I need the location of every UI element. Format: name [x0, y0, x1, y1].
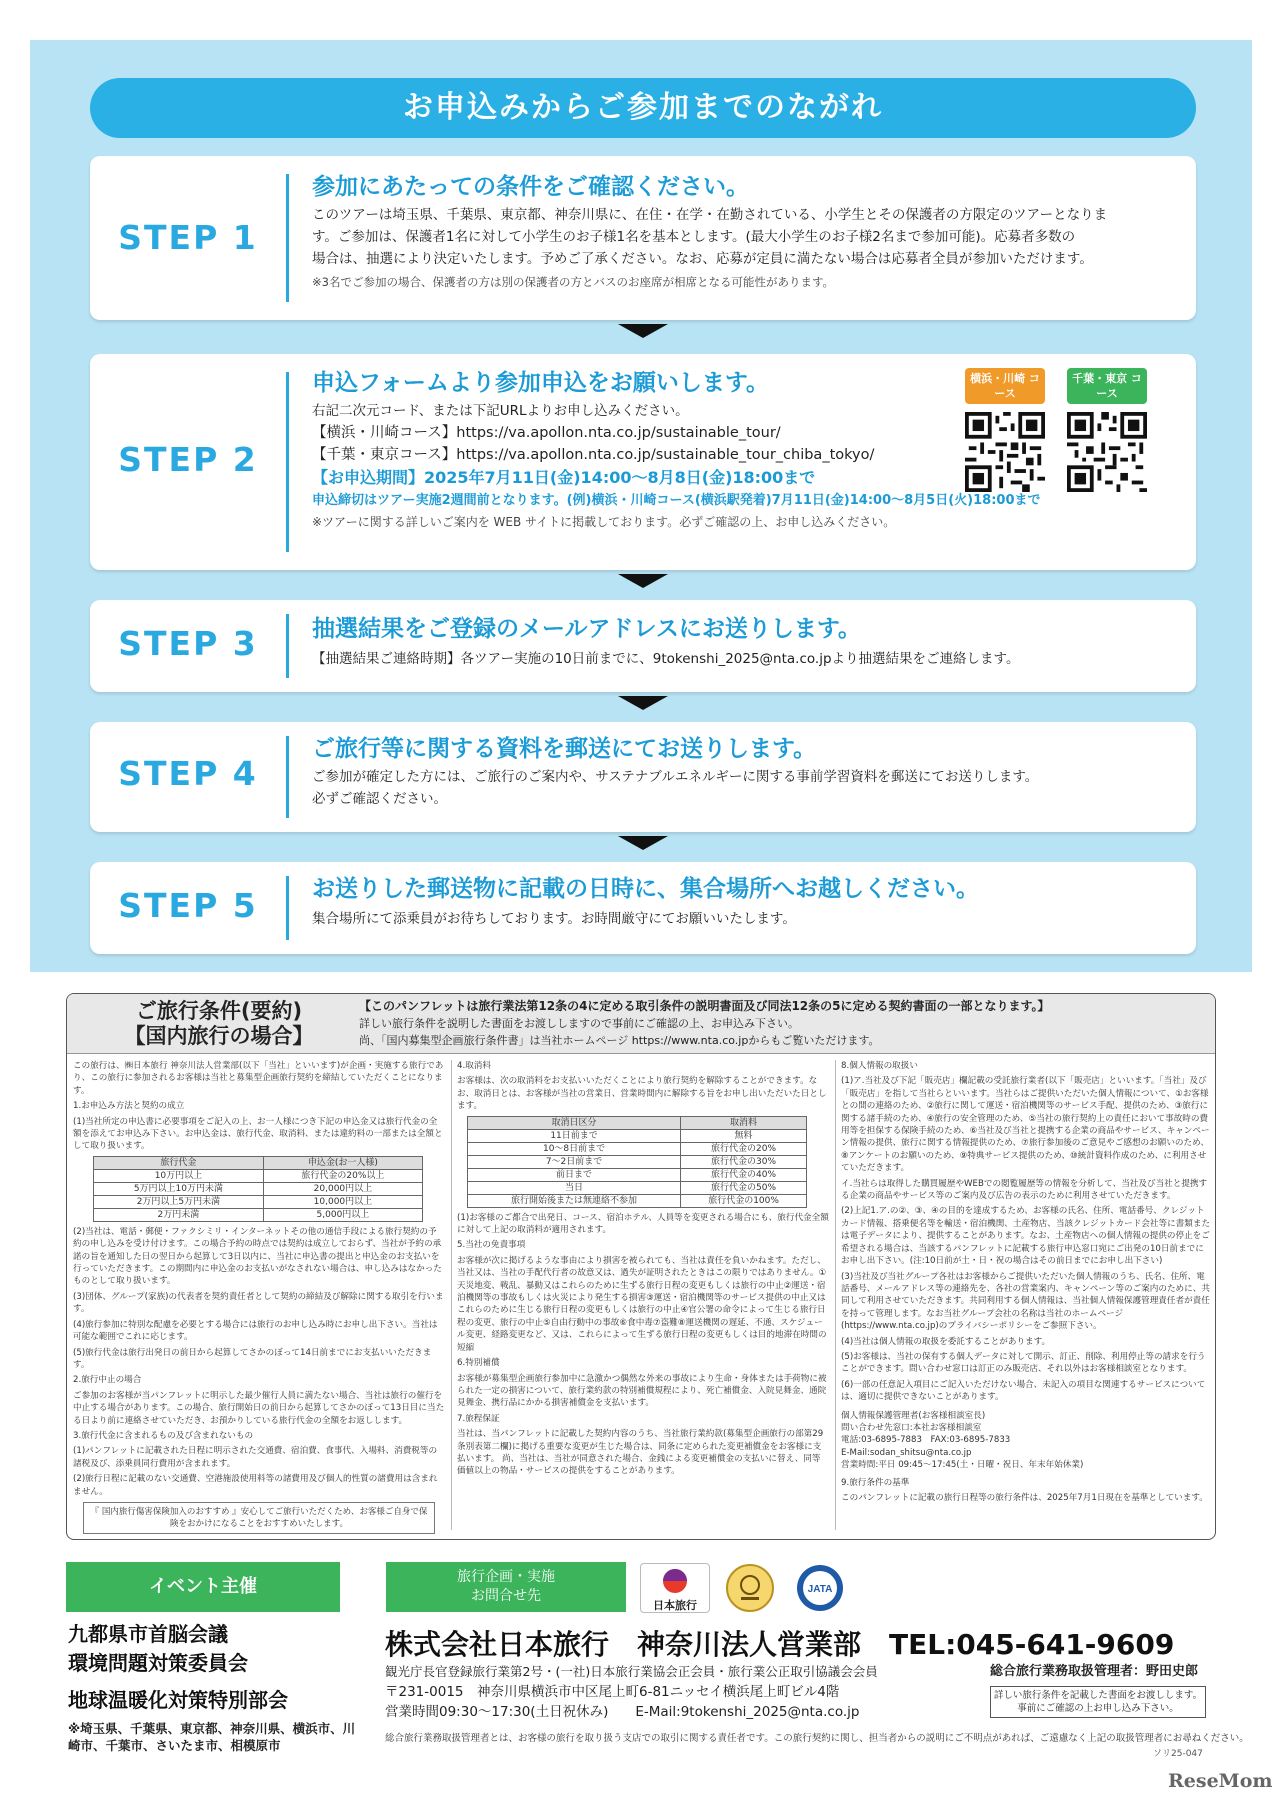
flow-arrow: [618, 696, 668, 710]
table-header: 旅行代金: [94, 1156, 264, 1169]
table-row: [468, 1155, 807, 1168]
table-cell: 旅行開始後または無連絡不参加: [468, 1194, 681, 1207]
organizer-line: 環境問題対策委員会: [68, 1651, 248, 1675]
step-2-card: [90, 354, 1196, 570]
step-2-period: 【お申込期間】2025年7月11日(金)14:00～8月8日(金)18:00まで: [312, 468, 816, 487]
conditions-paragraph: (6)一部の任意記入項目にご記入いただけない場合、未記入の項目な関連するサービスについては、適切に提供できないことがあります。: [841, 1379, 1206, 1403]
table-cell: 無料: [681, 1129, 807, 1142]
qr-code-icon: [1067, 412, 1147, 492]
step-1-card: [90, 156, 1196, 320]
conditions-intro-line: 尚、「国内募集型企画旅行条件書」は当社ホームページ https://www.nta.co.jpからもご覧いただけます。: [359, 1034, 880, 1047]
conditions-paragraph: (1)お客様のご都合で出発日、コース、宿泊ホテル、人員等を変更される場合にも、旅行代金全額に対して上記の取消料が適用されます。: [457, 1212, 829, 1236]
step-3-card: [90, 600, 1196, 692]
table-cell: 10〜8日前まで: [468, 1142, 681, 1155]
company-info-line: 観光庁長官登録旅行業第2号・(一社)日本旅行業協会正会員・旅行業公正取引協議会会員: [385, 1664, 878, 1679]
step-5-heading: お送りした郵送物に記載の日時に、集合場所へお越しください。: [312, 876, 979, 902]
jata-text: JATA: [807, 1584, 833, 1595]
qr-badge: 横浜・川崎 コース: [965, 368, 1045, 404]
table-cell: 当日: [468, 1181, 681, 1194]
qr-badge: 千葉・東京 コース: [1067, 368, 1147, 404]
step-2-line: 右記二次元コード、または下記URLよりお申し込みください。: [312, 403, 689, 419]
conditions-title: [79, 999, 359, 1049]
conditions-paragraph: 個人情報保護管理者(お客様相談室長): [841, 1410, 986, 1421]
conditions-paragraph: 2.旅行中止の場合: [73, 1375, 142, 1386]
table-cell: 旅行代金の50%: [681, 1181, 807, 1194]
conditions-paragraph: イ.当社らは取得した購買履歴やWEBでの閲覧履歴等の情報を分析して、当社及び当社と提携する企業の商品やサービス等のご案内及び広告の表示のために利用させていただきます。: [841, 1178, 1208, 1202]
step-4-line: 必ずご確認ください。: [312, 791, 447, 807]
step-3-heading: 抽選結果をご登録のメールアドレスにお送りします。: [312, 616, 862, 642]
qr-chiba[interactable]: [1062, 368, 1152, 492]
step-2-url-line[interactable]: 【横浜・川崎コース】https://va.apollon.nta.co.jp/sustainable_tour/: [312, 425, 781, 441]
step-5-label: STEP 5: [118, 886, 258, 925]
contact-email[interactable]: E-Mail:sodan_shitsu@nta.co.jp: [841, 1447, 972, 1458]
nta-logo-icon: [650, 1567, 700, 1595]
table-header: 申込金(お一人様): [263, 1156, 422, 1169]
conditions-column-2: [457, 1060, 829, 1481]
step-3-label: STEP 3: [118, 624, 258, 663]
conditions-paragraph: このパンフレットに記載の旅行日程等の旅行条件は、2025年7月1日現在を基準としています。: [841, 1493, 1208, 1503]
conditions-paragraph: 問い合わせ先窓口:本社お客様相談室: [841, 1422, 982, 1433]
conditions-column-1: [73, 1060, 445, 1534]
step-4-label: STEP 4: [118, 754, 258, 793]
travel-conditions: [66, 993, 1216, 1540]
table-cell: 7〜2日前まで: [468, 1155, 681, 1168]
step-divider: [286, 372, 289, 552]
step-1-line: このツアーは埼玉県、千葉県、東京都、神奈川県に、在住・在学・在勤されている、小学生とその保護者の方限定のツアーとなりま: [312, 207, 1108, 223]
conditions-paragraph: この旅行は、㈱日本旅行 神奈川法人営業部(以下「当社」といいます)が企画・実施する旅行であり、この旅行に参加されるお客様は当社と募集型企画旅行契約を締結していただくことになります。: [73, 1061, 444, 1096]
conditions-paragraph: (1)パンフレットに記載された日程に明示された交通費、宿泊費、食事代、入場料、消費税等の諸税及び、添乗員同行費用が含まれます。: [73, 1446, 438, 1469]
table-header: 取消日区分: [468, 1116, 681, 1129]
table-header: 取消料: [681, 1116, 807, 1129]
conditions-column-3: [841, 1060, 1211, 1507]
step-4-line: ご参加が確定した方には、ご旅行のご案内や、サステナブルエネルギーに関する事前学習資料を郵送にてお送りします。: [312, 769, 1039, 785]
table-row: [94, 1195, 423, 1208]
conditions-paragraph: (2)当社は、電話・郵便・ファクシミリ・インターネットその他の通信手段による旅行契約の予約の申し込みを受け付けます。この場合予約の時点では契約は成立しておらず、当社が予約の承諾の旨を通知した日の翌日から起算して3日以内に、当社に申込書の提出と申込金のお支払いを行っていただきます。この期間内に申込金のお支払いがなされない場合は、申し込みはなかったものとして取り扱います。: [73, 1226, 442, 1287]
planning-contact-tag: 旅行企画・実施 お問合せ先: [386, 1562, 626, 1612]
conditions-title-line: 【国内旅行の場合】: [124, 1024, 314, 1048]
table-cell: 10,000円以上: [263, 1195, 422, 1208]
flow-arrow: [618, 836, 668, 850]
step-1-label: STEP 1: [118, 218, 258, 257]
step-2-label: STEP 2: [118, 440, 258, 479]
step-1-note: ※3名でご参加の場合、保護者の方は別の保護者の方とバスのお座席が相席となる可能性があります。: [312, 275, 835, 289]
column-divider: [835, 1060, 836, 1530]
conditions-paragraph: お客様は、次の取消料をお支払いいただくことにより旅行契約を解除することができます。なお、取消日とは、お客様が当社の営業日、営業時間内に解除する旨をお申し出いただいた日とします。: [457, 1076, 827, 1112]
company-contact: 株式会社日本旅行 神奈川法人営業部 TEL:045-641-9609: [385, 1628, 1175, 1661]
step-4-card: [90, 722, 1196, 832]
table-cell: 5,000円以上: [263, 1208, 422, 1221]
insurance-recommendation: 『 国内旅行傷害保険加入のおすすめ 』安心してご旅行いただくため、お客様ご自身で保険をおかけになることをおすすめいたします。: [83, 1502, 435, 1534]
table-row: [468, 1129, 807, 1142]
document-code: ソリ25-047: [1153, 1749, 1203, 1759]
conditions-paragraph: (1)ア.当社及び下記「販売店」欄記載の受託旅行業者(以下「販売店」といいます。「当社」及び「販売店」を指して当社らといいます。当社らはご提供いただいた個人情報について、①お客様との間の連絡のため、②旅行に関して運送・宿泊機関等のサービス手配、提供のため、③旅行に関する諸手続のため、④旅行の安全管理のため、⑤当社の旅行契約上の責任において事故時の費用等を担保する保険手続のため、⑥当社及び当社と提携する企業の商品やサービス、キャンペーン情報の提供、旅行に関する情報提供のため、⑦旅行参加後のご意見やご感想のお願いのため、⑧アンケートのお願いのため、⑨特典サービス提供のため、⑩統計資料作成のため、に利用させていただきます。: [841, 1076, 1210, 1174]
organizer-note: ※埼玉県、千葉県、東京都、神奈川県、横浜市、川崎市、千葉市、さいたま市、相模原市: [68, 1721, 356, 1753]
step-divider: [286, 736, 289, 818]
table-cell: 5万円以上10万円未満: [94, 1182, 264, 1195]
flow-arrow: [618, 574, 668, 588]
step-2-note: ※ツアーに関する詳しいご案内を WEB サイトに掲載しております。必ずご確認の上、お申し込みください。: [312, 515, 896, 529]
conditions-notice-box: 詳しい旅行条件を記載した書面をお渡しします。事前にご確認の上お申し込み下さい。: [990, 1686, 1206, 1718]
conditions-paragraph: 3.旅行代金に含まれるもの及び含まれないもの: [73, 1430, 254, 1441]
table-row: [468, 1194, 807, 1207]
table-cell: 旅行代金の100%: [681, 1194, 807, 1207]
conditions-paragraph: 営業時間:平日 09:45〜17:45(土・日曜・祝日、年末年始休業): [841, 1460, 1084, 1471]
step-divider: [286, 876, 289, 940]
step-2-deadline: 申込締切はツアー実施2週間前となります。(例)横浜・川崎コース(横浜駅発着)7月11日(金)14:00～8月5日(火)18:00まで: [312, 493, 1041, 508]
conditions-intro-lead: 【このパンフレットは旅行業法第12条の4に定める取引条件の説明書面及び同法12条の5に定める契約書面の一部となります。】: [359, 999, 1050, 1013]
jata-icon: [795, 1563, 845, 1613]
conditions-paragraph: ご参加のお客様が当パンフレットに明示した最少催行人員に満たない場合、当社は旅行の催行を中止する場合があります。この場合、旅行開始日の前日から起算してさかのぼって13日目に当たる日より前に連絡させていただき、お預かりしている旅行代金の全額をお返しします。: [73, 1390, 445, 1426]
conditions-paragraph: (5)お客様は、当社の保有する個人データに対して開示、訂正、削除、利用停止等の請求を行うことができます。問い合わせ窓口は訂正のみ販売店、それ以外はお客様相談室となります。: [841, 1351, 1206, 1375]
table-cell: 旅行代金の20%: [681, 1142, 807, 1155]
qr-code-icon: [965, 412, 1045, 492]
table-row: [94, 1169, 423, 1182]
cancellation-table: [467, 1116, 807, 1208]
conditions-intro: [359, 998, 1207, 1049]
organizer-line: 九都県市首脳会議: [68, 1622, 228, 1646]
resemom-watermark: ReseMom: [1168, 1770, 1273, 1792]
conditions-paragraph: (5)旅行代金は旅行出発日の前日から起算してさかのぼって14日前までにお支払いいただきます。: [73, 1347, 432, 1370]
nta-logo: [640, 1563, 710, 1613]
conditions-intro-line: 詳しい旅行条件を説明した書面をお渡ししますので事前にご確認の上、お申込み下さい。: [359, 1017, 799, 1030]
step-5-card: [90, 862, 1196, 954]
column-divider: [451, 1060, 452, 1530]
company-info: [385, 1662, 878, 1722]
company-info-line: 〒231-0015 神奈川県横浜市中区尾上町6-81ニッセイ横浜尾上町ビル4階: [385, 1684, 840, 1700]
table-cell: 旅行代金の40%: [681, 1168, 807, 1181]
conditions-paragraph: (4)当社は個人情報の取扱を委託することがあります。: [841, 1336, 1051, 1347]
conditions-paragraph: 1.お申込み方法と契約の成立: [73, 1101, 185, 1112]
conditions-paragraph: 4.取消料: [457, 1061, 491, 1071]
travel-manager: 総合旅行業務取扱管理者：野田史郎: [990, 1664, 1199, 1679]
table-row: [94, 1182, 423, 1195]
nta-logo-text: 日本旅行: [653, 1599, 697, 1612]
step-3-line: 【抽選結果ご連絡時期】各ツアー実施の10日前までに、9tokenshi_2025@nta.co.jpより抽選結果をご連絡します。: [312, 651, 1020, 667]
conditions-paragraph: (4)旅行参加に特別な配慮を必要とする場合には旅行のお申し込み時にお申し出下さい。当社は可能な範囲でこれに応じます。: [73, 1319, 438, 1343]
deposit-table: [93, 1156, 423, 1222]
conditions-paragraph: 9.旅行条件の基準: [841, 1477, 910, 1488]
flow-title: お申込みからご参加までのながれ: [90, 78, 1196, 138]
qr-yokohama[interactable]: [960, 368, 1050, 492]
table-cell: 20,000円以上: [263, 1182, 422, 1195]
seal-icon: [725, 1563, 775, 1613]
step-divider: [286, 174, 289, 302]
conditions-paragraph: 電話:03-6895-7883 FAX:03-6895-7833: [841, 1435, 1011, 1446]
step-1-line: す。ご参加は、保護者1名に対して小学生のお子様1名を基本とします。(最大小学生のお子様2名まで参加可能)。応募者多数の: [312, 229, 1076, 245]
company-info-line: 営業時間09:30〜17:30(土日祝休み) E-Mail:9tokenshi_2025@nta.co.jp: [385, 1704, 860, 1720]
step-2-heading: 申込フォームより参加申込をお願いします。: [312, 370, 770, 396]
conditions-paragraph: (2)上記1.ア.の②、③、④の目的を達成するため、お客様の氏名、住所、電話番号、クレジットカード情報、搭乗便名等を輸送・宿泊機関、土産物店、当該クレジットカード会社等に書類または電子データにより、提供することがあります。なお、土産物店への個人情報の提供の停止をご希望される場合は、当該するパンフレットに記載する旅行申込窓口宛にご出発の10日前までにお申し出下さい。(注:10日前が土・日・祝の場合はその前日までにお申し出下さい): [841, 1206, 1211, 1267]
organizer-line: 地球温暖化対策特別部会: [68, 1688, 288, 1712]
conditions-paragraph: 当社は、当パンフレットに記載した契約内容のうち、当社旅行業約款(募集型企画旅行の部第29条別表第二欄)に掲げる重要な変更が生じた場合は、同条に定められた変更補償金をお客様に支払います。 尚、当社は、当社が同意された場合、金銭による変更補償金の支払いに替え、同等価値以上の物品・サービスの提供をすることがあります。: [457, 1429, 824, 1477]
conditions-paragraph: 6.特別補償: [457, 1358, 500, 1369]
table-row: [468, 1142, 807, 1155]
conditions-paragraph: 8.個人情報の取扱い: [841, 1061, 918, 1071]
step-4-heading: ご旅行等に関する資料を郵送にてお送りします。: [312, 736, 817, 762]
step-5-line: 集合場所にて添乗員がお待ちしております。お時間厳守にてお願いいたします。: [312, 911, 796, 927]
table-row: [94, 1208, 423, 1221]
event-organizer-tag: イベント主催: [66, 1562, 340, 1612]
conditions-paragraph: お客様が募集型企画旅行参加中に急激かつ偶然な外来の事故により生命・身体または手荷物に被られた一定の損害について、旅行業約款の特別補償規程により、死亡補償金、入院見舞金、通院見舞金、携行品にかかる損害補償金を支払います。: [457, 1373, 827, 1409]
manager-footnote: 総合旅行業務取扱管理者とは、お客様の旅行を取り扱う支店での取引に関する責任者です。この旅行契約に関し、担当者からの説明にご不明点があれば、ご遠慮なく上記の取扱管理者にお尋ねください。: [385, 1733, 1249, 1744]
table-cell: 10万円以上: [94, 1169, 264, 1182]
conditions-paragraph: お客様が次に掲げるような事由により損害を被られても、当社は責任を負いかねます。ただし、当社又は、当社の手配代行者の故意又は、過失が証明されたときはこの限りではありません。①天災地変、戦乱、暴動又はこれらのために生ずる旅行日程の変更もしくは旅行の中止②運送・宿泊機関等の事故もしくは火災により発生する損害③運送・宿泊機関等のサービス提供の中止又はこれらのために生じる旅行日程の変更もしくは旅行の中止④官公署の命令によって生じる旅行日程の変更、旅行の中止⑤自由行動中の事故⑥食中毒⑦盗難⑧運送機関の遅延、不通、スケジュール変更、経路変更など、又は、これらによって生ずる旅行日程の変更もしくは目的地滞在時間の短縮: [457, 1255, 827, 1353]
conditions-paragraph: (3)当社及び当社グループ各社はお客様からご提供いただいた個人情報のうち、氏名、住所、電話番号、メールアドレス等の連絡先を、各社の営業案内、キャンペーン等のご案内のために、共同して利用させていただきます。共同利用する個人情報は、当社個人情報保護管理責任者が責任を持って管理します。なお当社グループ会社の名称は当社のホームページ(https://www.nta.co.jp)のプライバシーポリシーをご参照下さい。: [841, 1271, 1210, 1332]
step-divider: [286, 614, 289, 678]
conditions-title-line: ご旅行条件(要約): [135, 999, 303, 1023]
table-cell: 11日前まで: [468, 1129, 681, 1142]
table-row: [468, 1181, 807, 1194]
table-row: [468, 1168, 807, 1181]
conditions-paragraph: 5.当社の免責事項: [457, 1240, 526, 1251]
flow-arrow: [618, 324, 668, 338]
step-2-url-line[interactable]: 【千葉・東京コース】https://va.apollon.nta.co.jp/sustainable_tour_chiba_tokyo/: [312, 447, 875, 463]
conditions-paragraph: (1)当社所定の申込書に必要事項をご記入の上、お一人様につき下記の申込金又は旅行代金の全額を添えてお申込み下さい。お申込金は、旅行代金、取消料、または違約料の一部または全額として取り扱います。: [73, 1116, 443, 1152]
conditions-header: [67, 994, 1215, 1054]
table-cell: 旅行代金の30%: [681, 1155, 807, 1168]
step-1-line: 場合は、抽選により決定いたします。予めご了承ください。なお、応募が定員に満たない場合は応募者全員が参加いただけます。: [312, 251, 1093, 267]
conditions-paragraph: (2)旅行日程に記載のない交通費、空港施設使用料等の諸費用及び個人的性質の諸費用は含まれません。: [73, 1474, 438, 1497]
table-cell: 2万円未満: [94, 1208, 264, 1221]
organizer-name: [68, 1620, 288, 1715]
table-cell: 旅行代金の20%以上: [263, 1169, 422, 1182]
table-cell: 前日まで: [468, 1168, 681, 1181]
table-cell: 2万円以上5万円未満: [94, 1195, 264, 1208]
conditions-paragraph: (3)団体、グループ(家族)の代表者を契約責任者として契約の締結及び解除に関する取引を行います。: [73, 1291, 444, 1315]
anta-seal: [720, 1563, 780, 1613]
step-1-heading: 参加にあたっての条件をご確認ください。: [312, 174, 749, 200]
jata-seal: [790, 1563, 850, 1613]
conditions-paragraph: 7.旅程保証: [457, 1413, 500, 1424]
